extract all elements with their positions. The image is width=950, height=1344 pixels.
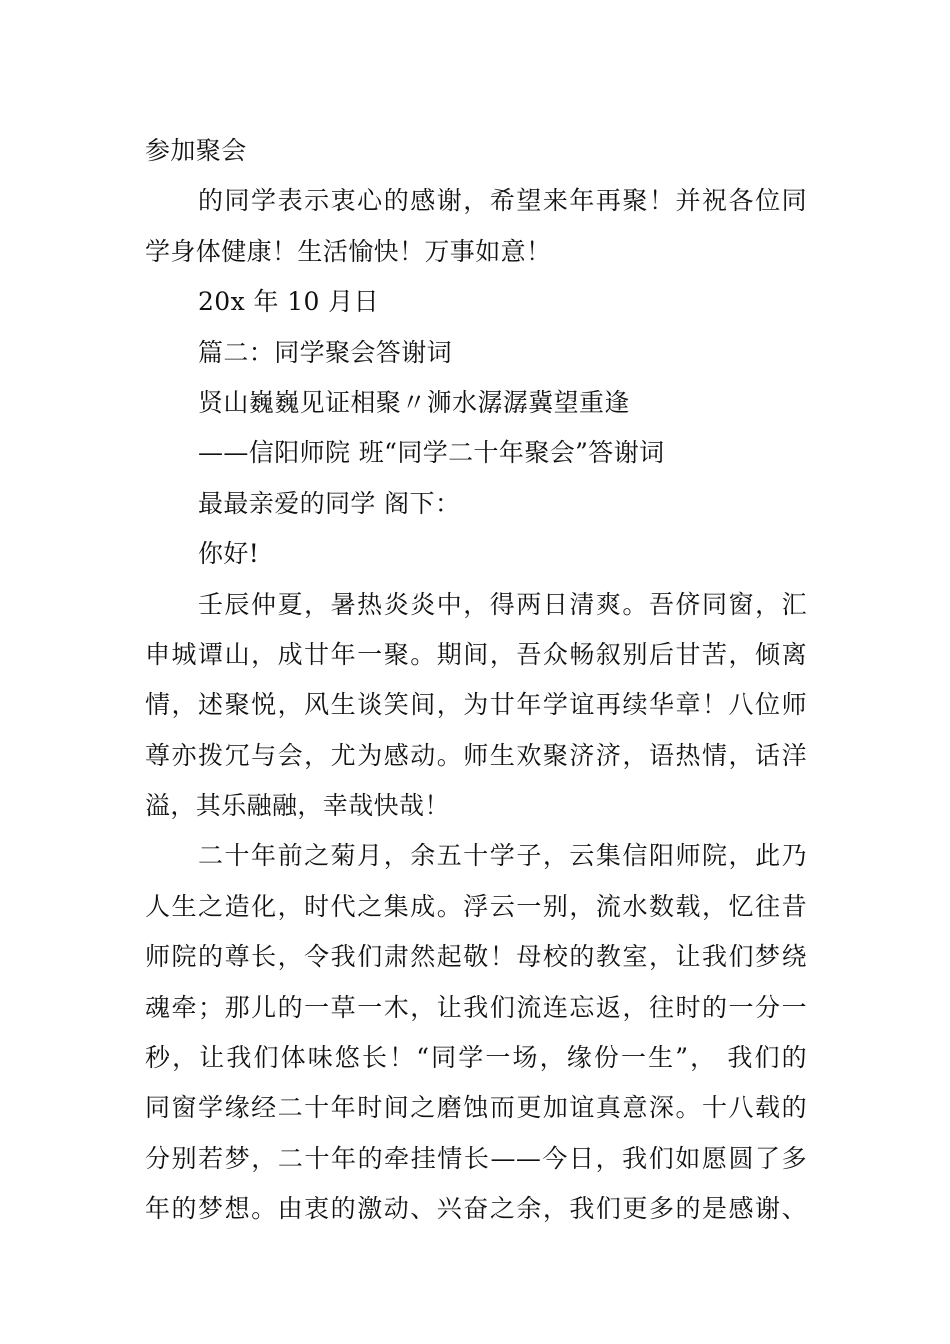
text-line: 溢，其乐融融，幸哉快哉！ <box>145 791 450 821</box>
document-body <box>145 126 807 1235</box>
text-line: 壬辰仲夏，暑热炎炎中，得两日清爽。吾侪同窗，汇 <box>198 589 807 619</box>
text-line: 二十年前之菊月，余五十学子，云集信阳师院，此乃 <box>198 841 807 871</box>
text-line: 魂牵；那儿的一草一木，让我们流连忘返，往时的一分一 <box>145 992 807 1022</box>
text-line: 分别若梦，二十年的牵挂情长——今日，我们如愿圆了多 <box>145 1143 807 1173</box>
text-line: 同窗学缘经二十年时间之磨蚀而更加谊真意深。十八载的 <box>145 1093 807 1123</box>
text-line: 尊亦拨冗与会，尤为感动。师生欢聚济济，语热情，话洋 <box>145 740 807 770</box>
text-line: 年的梦想。由衷的激动、兴奋之余，我们更多的是感谢、 <box>145 1194 807 1224</box>
text-line: ——信阳师院 班“同学二十年聚会”答谢词 <box>198 438 665 468</box>
text-line: 师院的尊长，令我们肃然起敬！母校的教室，让我们梦绕 <box>145 942 807 972</box>
text-line: 情，述聚悦，风生谈笑间，为廿年学谊再续华章！八位师 <box>145 690 807 720</box>
text-line: 学身体健康！生活愉快！万事如意！ <box>145 236 552 266</box>
text-line: 的同学表示衷心的感谢，希望来年再聚！并祝各位同 <box>198 186 807 216</box>
text-line: 参加聚会 <box>145 136 247 165</box>
text-line: 篇二：同学聚会答谢词 <box>198 337 453 367</box>
text-line: 申城谭山，成廿年一聚。期间，吾众畅叙别后甘苦，倾离 <box>145 639 807 669</box>
text-line: 贤山巍巍见证相聚〃浉水潺潺冀望重逢 <box>198 387 630 417</box>
text-line: 人生之造化，时代之集成。浮云一别，流水数载，忆往昔 <box>145 891 807 921</box>
text-line: 20x 年 10 月日 <box>198 287 379 317</box>
text-line: 你好! <box>198 539 260 569</box>
text-line: 最最亲爱的同学 阁下： <box>198 488 461 518</box>
text-line: 秒，让我们体味悠长！“同学一场，缘份一生”， 我们的 <box>145 1043 807 1073</box>
